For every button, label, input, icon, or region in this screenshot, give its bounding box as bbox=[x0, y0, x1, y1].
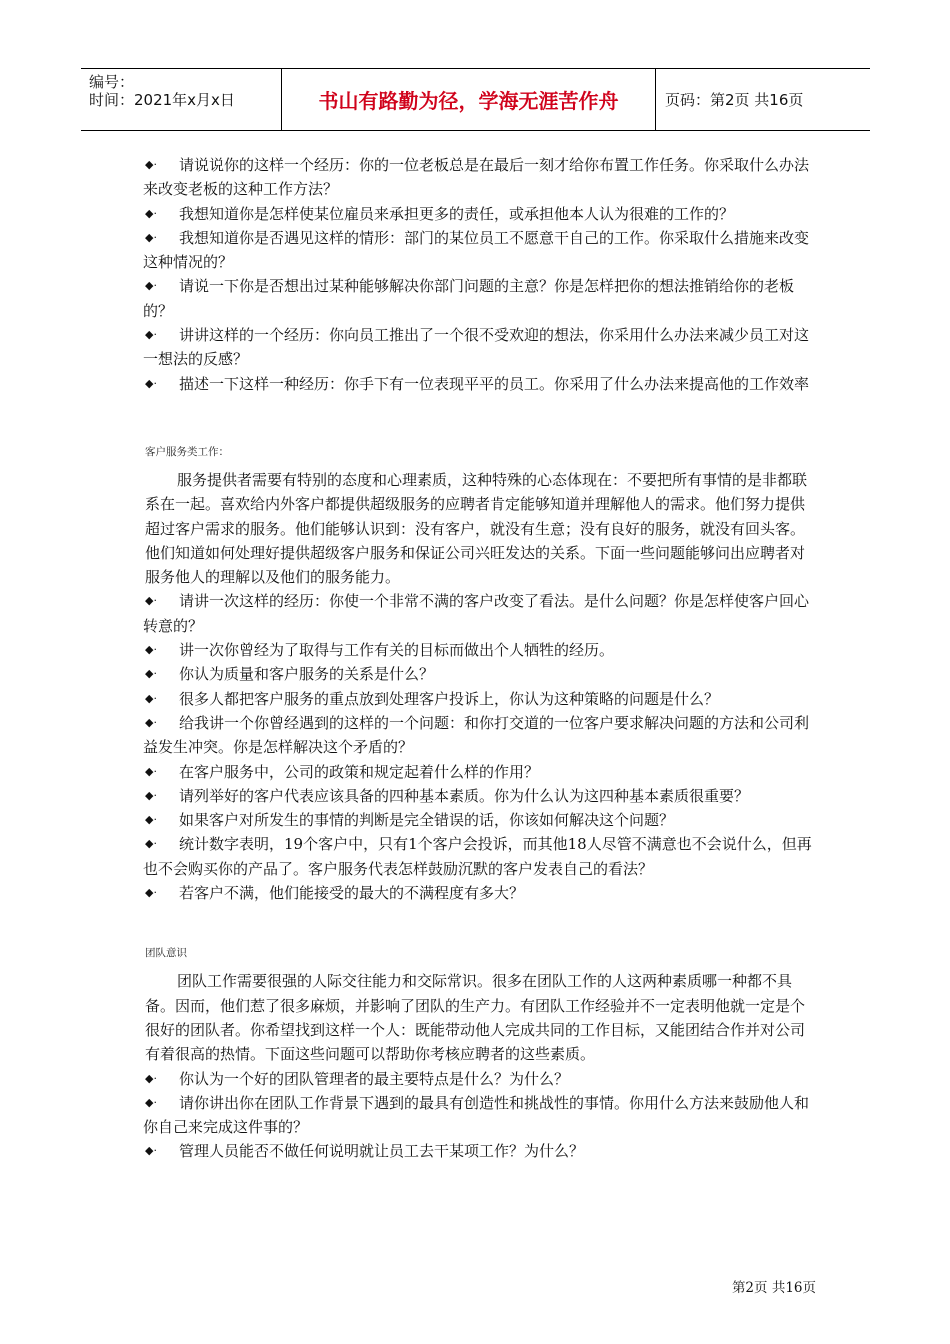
list-item-text: 如果客户对所发生的事情的判断是完全错误的话，你该如何解决这个问题？ bbox=[179, 811, 675, 830]
list-item-text: 请列举好的客户代表应该具备的四种基本素质。你为什么认为这四种基本素质很重要？ bbox=[179, 786, 750, 805]
bullet-icon: ◆· bbox=[145, 1144, 157, 1158]
bullet-icon: ◆· bbox=[145, 764, 157, 778]
list-item-text: 在客户服务中，公司的政策和规定起着什么样的作用？ bbox=[179, 762, 540, 781]
list-item-text: 请说一下你是否想出过某种能够解决你部门问题的主意？你是怎样把你的想法推销给你的老板的？ bbox=[143, 277, 795, 320]
list-item-text: 我想知道你是怎样使某位雇员来承担更多的责任，或承担他本人认为很难的工作的？ bbox=[179, 204, 735, 223]
section-heading-customer-service: 客户服务类工作： bbox=[145, 445, 229, 458]
list-item-text: 讲一次你曾经为了取得与工作有关的目标而做出个人牺牲的经历。 bbox=[179, 641, 615, 660]
list-item bbox=[145, 226, 817, 275]
bullet-icon: ◆· bbox=[145, 158, 157, 171]
list-item bbox=[145, 662, 817, 686]
list-item bbox=[145, 372, 817, 396]
bullet-icon: ◆· bbox=[145, 1095, 157, 1109]
header-motto-cell bbox=[281, 69, 656, 130]
list-item bbox=[145, 808, 817, 832]
header-page-info: 页码：第2页 共16页 bbox=[665, 91, 804, 109]
bullet-icon: ◆· bbox=[145, 813, 157, 827]
bullet-icon: ◆· bbox=[145, 715, 157, 729]
list-item-text: 我想知道你是否遇见这样的情形：部门的某位员工不愿意干自己的工作。你采取什么措施来改变这种情况的？ bbox=[143, 228, 810, 272]
section-intro-customer-service: 服务提供者需要有特别的态度和心理素质，这种特殊的心态体现在：不要把所有事情的是非都联系在一起。喜欢给内外客户都提供超级服务的应聘者肯定能够知道并理解他人的需求。他们努力提供超过客户需求的服务。他们能够认识到：没有客户，就没有生意；没有良好的服务，就没有回头客。他们知道如何处理好提供超级客户服务和保证公司兴旺发达的关系。下面一些问题能够问出应聘者对服务他人的理解以及他们的服务能力。 bbox=[145, 470, 808, 587]
list-item-text: 描述一下这样一种经历：你手下有一位表现平平的员工。你采用了什么办法来提高他的工作效率 bbox=[179, 374, 810, 393]
document-date: 时间：2021年x月x日 bbox=[89, 91, 235, 109]
bullet-icon: ◆· bbox=[145, 279, 157, 293]
page-footer: 第2页 共16页 bbox=[731, 1280, 816, 1296]
list-item bbox=[145, 638, 817, 662]
bullet-icon: ◆· bbox=[145, 376, 157, 390]
list-item-text: 请讲一次这样的经历：你使一个非常不满的客户改变了看法。是什么问题？你是怎样使客户回心转意的？ bbox=[143, 592, 810, 635]
bullet-icon: ◆· bbox=[145, 667, 157, 681]
list-item bbox=[145, 1067, 817, 1091]
management-questions-list bbox=[145, 153, 817, 396]
list-item-text: 你认为质量和客户服务的关系是什么？ bbox=[179, 665, 435, 684]
document-body bbox=[145, 153, 817, 1164]
list-item-text: 你认为一个好的团队管理者的最主要特点是什么？为什么？ bbox=[179, 1069, 570, 1088]
list-item bbox=[145, 832, 817, 881]
list-item-text: 讲讲这样的一个经历：你向员工推出了一个很不受欢迎的想法，你采用什么办法来减少员工对这一想法的反感？ bbox=[143, 326, 810, 369]
list-item bbox=[145, 153, 817, 202]
list-item bbox=[145, 589, 817, 638]
bullet-icon: ◆· bbox=[145, 837, 157, 851]
list-item bbox=[145, 881, 817, 905]
header-motto: 书山有路勤为径，学海无涯苦作舟 bbox=[318, 89, 619, 113]
list-item-text: 请说说你的这样一个经历：你的一位老板总是在最后一刻才给你布置工作任务。你采取什么办法来改变老板的这种工作方法？ bbox=[143, 156, 810, 199]
bullet-icon: ◆· bbox=[145, 230, 157, 244]
list-item-text: 管理人员能否不做任何说明就让员工去干某项工作？为什么？ bbox=[179, 1142, 585, 1161]
bullet-icon: ◆· bbox=[145, 594, 157, 608]
list-item bbox=[145, 1139, 817, 1163]
list-item bbox=[145, 1091, 817, 1140]
bullet-icon: ◆· bbox=[145, 691, 157, 705]
header-meta bbox=[81, 69, 281, 130]
customer-service-questions-list bbox=[145, 589, 817, 905]
section-intro-teamwork: 团队工作需要很强的人际交往能力和交际常识。很多在团队工作的人这两种素质哪一种都不具备。因而，他们惹了很多麻烦，并影响了团队的生产力。有团队工作经验并不一定表明他就一定是个很好的团队者。你希望找到这样一个人：既能带动他人完成共同的工作目标，又能团结合作并对公司有着很高的热情。下面这些问题可以帮助你考核应聘者的这些素质。 bbox=[145, 972, 806, 1064]
list-item bbox=[145, 687, 817, 711]
list-item-text: 很多人都把客户服务的重点放到处理客户投诉上，你认为这种策略的问题是什么？ bbox=[179, 689, 720, 708]
header-page-cell bbox=[655, 69, 870, 130]
bullet-icon: ◆· bbox=[145, 886, 157, 900]
bullet-icon: ◆· bbox=[145, 206, 157, 220]
section-heading-teamwork: 团队意识 bbox=[145, 947, 187, 960]
list-item bbox=[145, 760, 817, 784]
teamwork-questions-list bbox=[145, 1067, 817, 1164]
list-item-text: 给我讲一个你曾经遇到的这样的一个问题：和你打交道的一位客户要求解决问题的方法和公司利益发生冲突。你是怎样解决这个矛盾的？ bbox=[143, 713, 810, 757]
page-header bbox=[81, 68, 870, 131]
document-number-label: 编号： bbox=[89, 73, 135, 91]
list-item bbox=[145, 784, 817, 808]
bullet-icon: ◆· bbox=[145, 1071, 157, 1085]
list-item-text: 若客户不满，他们能接受的最大的不满程度有多大？ bbox=[179, 884, 525, 903]
list-item bbox=[145, 202, 817, 226]
bullet-icon: ◆· bbox=[145, 788, 157, 802]
list-item-text: 统计数字表明，19个客户中，只有1个客户会投诉，而其他18人尽管不满意也不会说什么，但再也不会购买你的产品了。客户服务代表怎样鼓励沉默的客户发表自己的看法？ bbox=[143, 835, 812, 878]
bullet-icon: ◆· bbox=[145, 328, 157, 342]
bullet-icon: ◆· bbox=[145, 643, 157, 657]
list-item bbox=[145, 711, 817, 760]
list-item bbox=[145, 323, 817, 372]
list-item bbox=[145, 274, 817, 323]
list-item-text: 请你讲出你在团队工作背景下遇到的最具有创造性和挑战性的事情。你用什么方法来鼓励他人和你自己来完成这件事的？ bbox=[143, 1093, 810, 1137]
